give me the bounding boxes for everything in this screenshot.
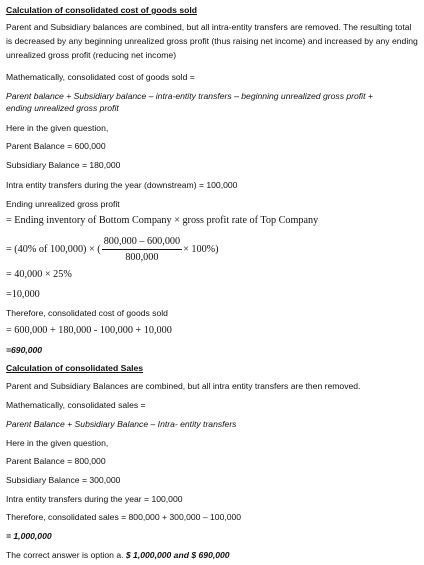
calc-prefix: = (40% of 100,000) × (	[6, 243, 101, 255]
calc-result: =10,000	[6, 289, 40, 300]
fraction-denominator: 800,000	[125, 252, 159, 263]
cogs-intra-transfers: Intra entity transfers during the year (downstream) = 100,000	[6, 180, 238, 190]
gross-profit-fraction	[102, 235, 182, 264]
sales-intra-transfers: Intra entity transfers during the year = 100,000	[6, 494, 183, 504]
calc-step: = 40,000 × 25%	[6, 269, 72, 280]
sales-intro: Parent and Subsidiary Balances are combined, but all intra entity transfers are then removed.	[6, 381, 361, 391]
final-answer	[6, 550, 230, 561]
cogs-heading: Calculation of consolidated cost of goods sold	[6, 5, 197, 15]
calc-suffix: × 100%)	[183, 243, 219, 255]
cogs-intro-paragraph: Parent and Subsidiary balances are combined, but all intra-entity transfers are removed. The resulting total is decreased by any beginning unrealized gross profit (thus raising net income) and increased by any ending unrealized gross profit (reducing net income)	[6, 22, 418, 60]
unrealized-profit-calculation	[6, 235, 219, 264]
cogs-parent-balance: Parent Balance = 600,000	[6, 141, 106, 151]
fraction-numerator: 800,000 – 600,000	[102, 235, 182, 250]
sales-math-label: Mathematically, consolidated sales =	[6, 400, 146, 410]
cogs-total-equation: = 600,000 + 180,000 - 100,000 + 10,000	[6, 325, 172, 336]
cogs-therefore-label: Therefore, consolidated cost of goods sold	[6, 308, 168, 318]
sales-therefore: Therefore, consolidated sales = 800,000 + 300,000 – 100,000	[6, 512, 242, 522]
ending-unrealized-equation: = Ending inventory of Bottom Company × gross profit rate of Top Company	[6, 215, 319, 226]
cogs-total-result: =690,000	[6, 345, 43, 355]
sales-heading: Calculation of consolidated Sales	[6, 363, 144, 373]
final-answer-prefix: The correct answer is option a.	[6, 550, 126, 560]
sales-given-label: Here in the given question,	[6, 438, 109, 448]
sales-parent-balance: Parent Balance = 800,000	[6, 456, 106, 466]
final-answer-value: $ 1,000,000 and $ 690,000	[125, 550, 230, 560]
sales-formula: Parent Balance + Subsidiary Balance – Intra- entity transfers	[6, 419, 237, 429]
cogs-formula-line-2: ending unrealized gross profit	[6, 103, 119, 113]
cogs-formula-line-1: Parent balance + Subsidiary balance – intra-entity transfers – beginning unrealized gross profit +	[6, 91, 373, 101]
sales-result: = 1,000,000	[6, 531, 52, 541]
ending-unrealized-label: Ending unrealized gross profit	[6, 199, 120, 209]
cogs-given-label: Here in the given question,	[6, 123, 109, 133]
sales-subsidiary-balance: Subsidiary Balance = 300,000	[6, 475, 121, 485]
cogs-subsidiary-balance: Subsidiary Balance = 180,000	[6, 160, 121, 170]
cogs-math-label: Mathematically, consolidated cost of goods sold =	[6, 72, 195, 82]
